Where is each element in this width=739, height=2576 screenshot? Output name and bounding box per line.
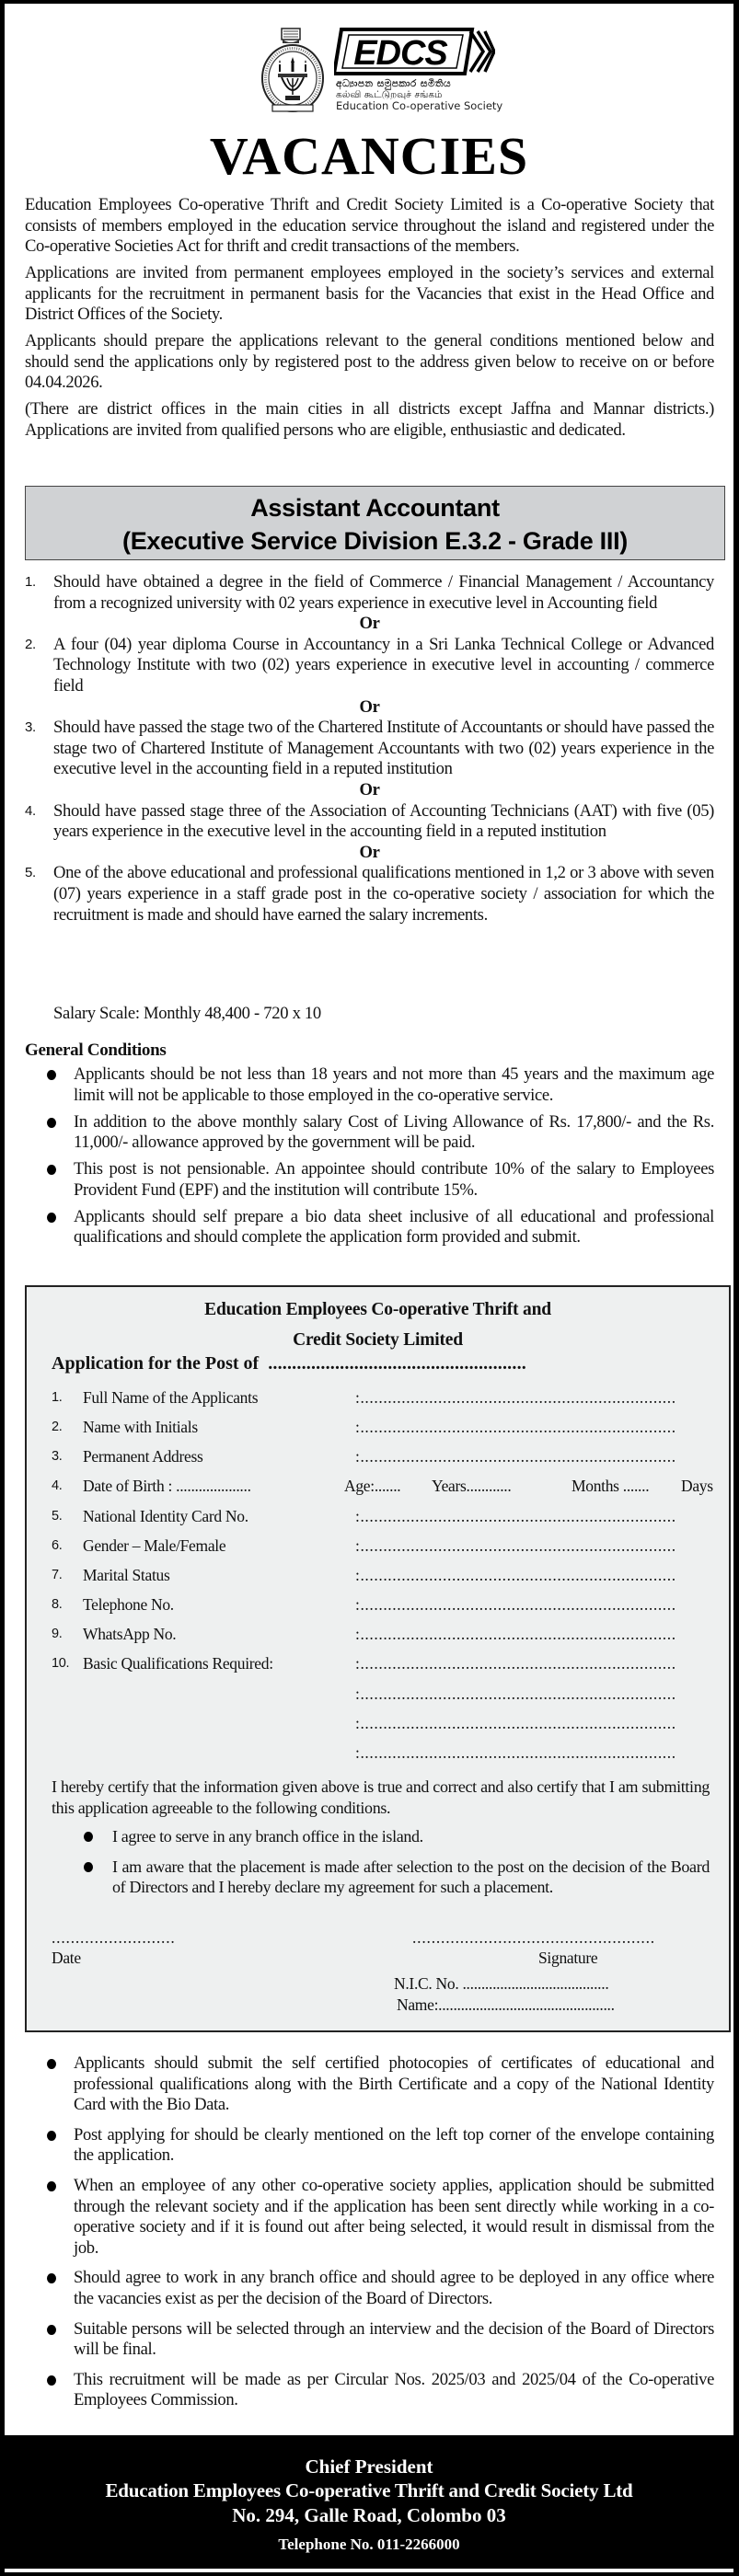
bullet-icon <box>25 1064 74 1106</box>
or-separator: Or <box>359 842 380 862</box>
note-item: Applicants should submit the self certified photocopies of certificates of educational and professional qualifications along with the Birth Certificate and a copy of the National Identity Card with the Bio Data. <box>25 2053 714 2116</box>
item-number: 3. <box>25 719 36 736</box>
signature-input[interactable]: ................................................... <box>412 1928 655 1947</box>
qualifications-input-4[interactable]: :..................................................................... <box>355 1743 676 1762</box>
contact-footer <box>5 2435 733 2569</box>
bullet-icon <box>25 1207 74 1248</box>
condition-item: This post is not pensionable. An appointee should contribute 10% of the salary to Employees Provident Fund (EPF) and the institution will contribute 15%. <box>25 1159 714 1201</box>
post-applied-field[interactable] <box>52 1353 526 1374</box>
bullet-icon <box>25 2370 74 2411</box>
qualifications-list <box>25 572 714 926</box>
logo-tamil-text: கல்வி கூட்டுறவுச் சங்கம் <box>336 89 443 100</box>
vacancy-advertisement <box>5 4 733 2572</box>
qualification-item <box>25 635 714 697</box>
post-title-box <box>25 486 725 560</box>
logo-sinhala-text: අධ්‍යාපන සමුපකාර සමිතිය <box>336 78 452 89</box>
footer-address: No. 294, Galle Road, Colombo 03 <box>232 2504 506 2526</box>
logo-caption <box>336 78 503 112</box>
note-item: This recruitment will be made as per Circular Nos. 2025/03 and 2025/04 of the Co-operative Employees Commission. <box>25 2370 714 2411</box>
cooperative-emblem-icon <box>260 26 326 114</box>
name-initials-input[interactable]: :..................................................................... <box>355 1418 676 1436</box>
footer-phone: Telephone No. 011-2266000 <box>278 2536 460 2553</box>
qualifications-input-2[interactable]: :..................................................................... <box>355 1685 676 1703</box>
or-separator: Or <box>359 696 380 717</box>
footer-role: Chief President <box>305 2455 433 2478</box>
age-input[interactable]: Age:....... <box>344 1477 401 1495</box>
qualifications-input-1[interactable]: :..................................................................... <box>355 1654 676 1673</box>
item-text: Should have passed the stage two of the Chartered Institute of Accountants or should have passed the stage two of Chartered Institute of Management Accountants with two (02) years experience in the executive level in the accounting field in a reputed institution <box>53 718 714 779</box>
address-input[interactable]: :..................................................................... <box>355 1447 676 1466</box>
date-input[interactable]: .......................... <box>52 1928 176 1947</box>
general-conditions-heading: General Conditions <box>25 1041 167 1060</box>
qualification-item <box>25 801 714 843</box>
form-condition-item: I agree to serve in any branch office in the island. <box>52 1826 710 1847</box>
bullet-icon <box>25 2319 74 2361</box>
qualification-item <box>25 572 714 614</box>
form-condition-item: I am aware that the placement is made after selection to the post on the decision of the Board of Directors and I hereby declare my agreement for such a placement. <box>52 1857 710 1898</box>
condition-item: Applicants should self prepare a bio data sheet inclusive of all educational and professional qualifications and should complete the application form provided and submit. <box>25 1207 714 1248</box>
note-item: When an employee of any other co-operative society applies, application should be submitted through the relevant society and if the application has been sent directly while working in a co-operative society and if it is found out after being selected, it would result in dismissal from the job. <box>25 2176 714 2259</box>
days-label: Days <box>681 1477 713 1495</box>
condition-item: Applicants should be not less than 18 years and not more than 45 years and the maximum age limit will not be applicable to those employed in the co-operative service. <box>25 1064 714 1106</box>
post-subtitle: (Executive Service Division E.3.2 - Grade III) <box>122 527 628 555</box>
note-item: Post applying for should be clearly mentioned on the left top corner of the envelope containing the application. <box>25 2125 714 2167</box>
intro-paragraph: Applications are invited from permanent employees employed in the society’s services and external applicants for the recruitment in permanent basis for the Vacancies that exist in the Head Office and District Offices of the Society. <box>25 262 714 325</box>
item-number: 2. <box>25 636 36 652</box>
bullet-icon <box>25 1159 74 1201</box>
form-conditions-list <box>52 1826 710 1907</box>
nic-input[interactable]: :..................................................................... <box>355 1507 676 1525</box>
item-number: 4. <box>25 802 36 819</box>
post-title: Assistant Accountant <box>250 494 500 522</box>
months-input[interactable]: Months ....... <box>572 1477 650 1495</box>
or-separator: Or <box>359 779 380 799</box>
post-applied-label: Application for the Post of <box>52 1353 260 1374</box>
qualification-item <box>25 863 714 926</box>
or-separator: Or <box>359 614 380 634</box>
bullet-icon <box>25 2268 74 2309</box>
application-form: Education Employees Co-operative Thrift and Credit Society Limited Application for the Post of ...................................................... 1. Full Name of the Applicants :..................................................................... 2. Name with Initials :..................................................................... 3. Permanent Address :..................................................................... 4. Date of Birth : .................... Age:....... Years............ Months ....... Days 5. National Identity Card No. :..................................................................... 6. Gender – Male/Female :..................................................................... 7. Marital Status :..................................................................... 8. Telephone No. :..................................................................... 9. WhatsApp No. :..................................................................... 10. Basic Qualifications Required: :..................................................................... :..................................................................... :..................................................................... :..................................................................... I hereby certify that the information given above is true and correct and also certify that I am submitting this application agreeable to the following conditions. I agree to serve in any branch office in the island. I am aware that the placement is made after selection to the post on the decision of the Board of Directors and I hereby declare my agreement for such a placement. .......................... Date ................................................... Signature N.I.C. No. ....................................... Name:............................................... <box>25 1285 731 2032</box>
form-title: Education Employees Co-operative Thrift and Credit Society Limited <box>204 1300 551 1350</box>
certification-statement: I hereby certify that the information given above is true and correct and also certify that I am submitting this application agreeable to the following conditions. <box>52 1777 710 1817</box>
bullet-icon <box>25 1112 74 1154</box>
qualifications-input-3[interactable]: :..................................................................... <box>355 1714 676 1732</box>
intro-section <box>25 195 714 446</box>
item-text: Should have obtained a degree in the field of Commerce / Financial Management / Accountancy from a recognized university with 02 years experience in executive level in Accounting field <box>53 572 714 613</box>
years-input[interactable]: Years............ <box>432 1477 512 1495</box>
intro-paragraph: (There are district offices in the main cities in all districts except Jaffna and Mannar districts.) Applications are invited from qualified persons who are eligible, enthusiastic and dedicated. <box>25 398 714 440</box>
bullet-icon <box>52 1826 112 1847</box>
date-label: Date <box>52 1949 81 1967</box>
salary-scale: Salary Scale: Monthly 48,400 - 720 x 10 <box>53 1004 321 1023</box>
item-text: Should have passed stage three of the Association of Accounting Technicians (AAT) with five (05) years experience in the executive level in the accounting field in a reputed institution <box>53 800 714 842</box>
logo-english-text: Education Co-operative Society <box>336 99 503 112</box>
post-applied-input[interactable]: ...................................................... <box>268 1353 526 1374</box>
nic-signature-field[interactable]: N.I.C. No. ....................................... <box>394 1974 609 1993</box>
bullet-icon <box>25 2125 74 2167</box>
bullet-icon <box>52 1857 112 1898</box>
page-title: VACANCIES <box>209 126 529 186</box>
marital-status-input[interactable]: :..................................................................... <box>355 1566 676 1584</box>
dob-input[interactable]: Date of Birth : .................... <box>83 1477 251 1495</box>
item-text: A four (04) year diploma Course in Accountancy in a Sri Lanka Technical College or Advanced Technology Institute with two (02) years experience in executive level in accounting / commerce field <box>53 634 714 696</box>
item-number: 1. <box>25 574 36 590</box>
general-conditions-list <box>25 1064 714 1254</box>
whatsapp-input[interactable]: :..................................................................... <box>355 1625 676 1643</box>
signature-label: Signature <box>538 1949 598 1967</box>
full-name-input[interactable]: :..................................................................... <box>355 1388 676 1407</box>
item-number: 5. <box>25 865 36 881</box>
qualification-item <box>25 718 714 780</box>
item-text: One of the above educational and professional qualifications mentioned in 1,2 or 3 above with seven (07) years experience in a staff grade post in the co-operative society / association for which the recruitment is made and should have earned the salary increments. <box>53 863 714 925</box>
gender-input[interactable]: :..................................................................... <box>355 1536 676 1555</box>
note-item: Should agree to work in any branch office and should agree to be deployed in any office where the vacancies exist as per the decision of the Board of Directors. <box>25 2268 714 2309</box>
intro-paragraph: Applicants should prepare the applications relevant to the general conditions mentioned below and should send the applications only by registered post to the address given below to receive on or before 04.04.2026. <box>25 330 714 393</box>
condition-item: In addition to the above monthly salary Cost of Living Allowance of Rs. 17,800/- and the Rs. 11,000/- allowance approved by the government will be paid. <box>25 1112 714 1154</box>
name-signature-field[interactable]: Name:............................................... <box>397 1995 615 2014</box>
edcs-logo <box>334 28 495 75</box>
note-item: Suitable persons will be selected through an interview and the decision of the Board of Directors will be final. <box>25 2319 714 2361</box>
svg-text:EDCS: EDCS <box>353 34 447 73</box>
bullet-icon <box>25 2053 74 2116</box>
telephone-input[interactable]: :..................................................................... <box>355 1595 676 1614</box>
bullet-icon <box>25 2176 74 2259</box>
footer-organization: Education Employees Co-operative Thrift and Credit Society Ltd <box>105 2479 633 2501</box>
notes-list <box>25 2053 714 2421</box>
intro-paragraph: Education Employees Co-operative Thrift and Credit Society Limited is a Co-operative Society that consists of members employed in the education service throughout the island and registered under the Co-operative Societies Act for thrift and credit transactions of the members. <box>25 195 714 257</box>
